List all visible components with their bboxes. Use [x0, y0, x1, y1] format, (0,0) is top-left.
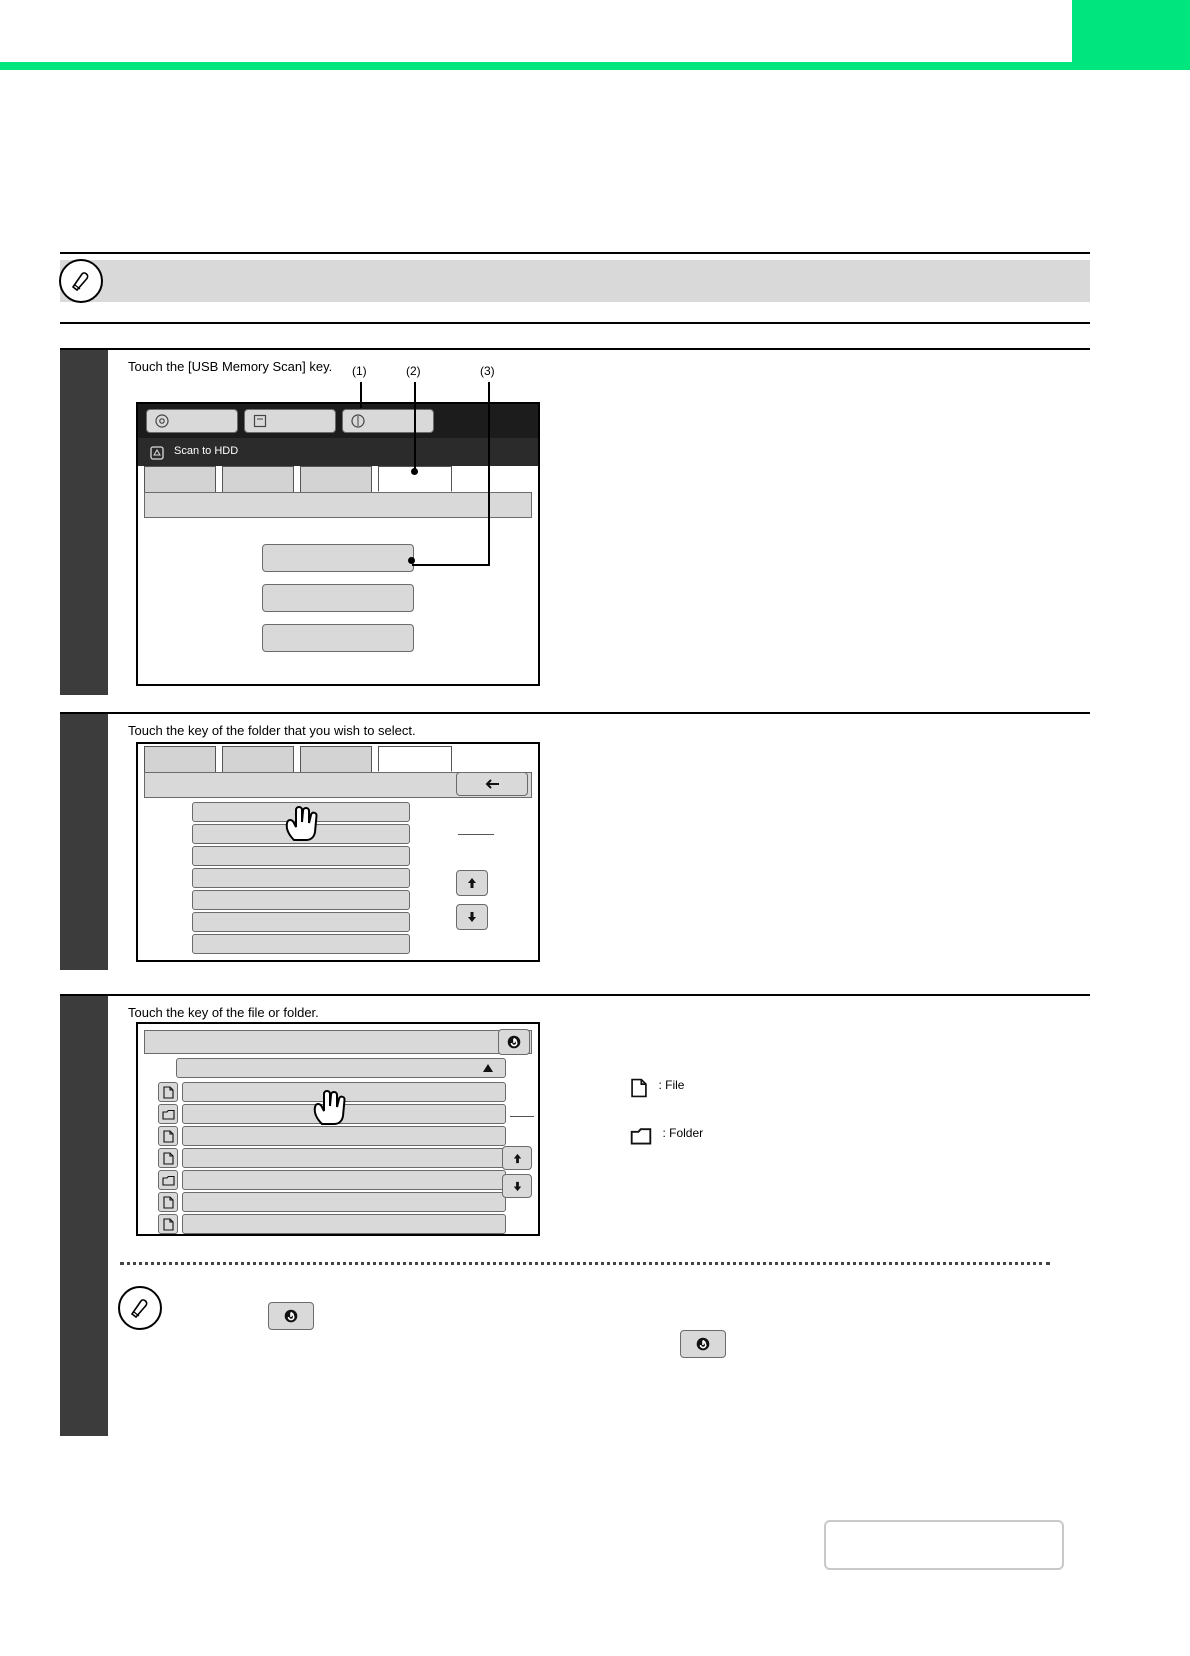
callout-3-label: (3) [480, 364, 495, 378]
address-entry-strip[interactable] [144, 492, 532, 518]
table-row-label[interactable] [182, 1192, 506, 1212]
page-number-box [824, 1520, 1064, 1570]
step2-tab-scan[interactable] [144, 746, 216, 772]
touch-hand-icon [282, 802, 324, 842]
scroll-up-icon[interactable] [456, 870, 488, 896]
tab-pc-scan[interactable] [456, 466, 532, 492]
scan-to-ftp-button[interactable] [262, 624, 414, 652]
legend-file-label: : File [658, 1078, 685, 1092]
step2-tab-fax[interactable] [300, 746, 372, 772]
step-1-rule [60, 348, 1090, 350]
file-icon [158, 1126, 178, 1146]
callout-3-leader-h [412, 564, 490, 566]
back-arrow-icon[interactable] [456, 772, 528, 796]
file-icon [158, 1082, 178, 1102]
list-item[interactable] [192, 890, 410, 910]
step3-path-strip[interactable] [176, 1058, 506, 1078]
tab-scan[interactable] [144, 466, 216, 492]
step3-header-strip [144, 1030, 532, 1054]
callout-3-dot [408, 557, 415, 564]
step2-tab-internet-fax[interactable] [378, 746, 452, 772]
callout-2-label: (2) [406, 364, 421, 378]
condition-settings-icon [252, 413, 268, 429]
usb-memory-scan-button[interactable] [262, 544, 414, 572]
step-2-bar [60, 714, 108, 970]
list-item[interactable] [192, 934, 410, 954]
move-up-level-key[interactable] [268, 1302, 314, 1330]
table-row[interactable] [158, 1170, 506, 1190]
section-separator [120, 1262, 1050, 1265]
table-row-label[interactable] [182, 1126, 506, 1146]
note-pencil-icon [118, 1286, 162, 1330]
panel-title-label: Scan to HDD [174, 445, 239, 457]
file-icon [630, 1078, 648, 1098]
top-note-box [60, 252, 1090, 324]
step2-tab-usb-mem-scan[interactable] [222, 746, 294, 772]
step-3-rule [60, 994, 1090, 996]
note-pencil-icon [59, 259, 103, 303]
folder-icon [630, 1126, 652, 1146]
table-row[interactable] [158, 1126, 506, 1146]
file-icon [158, 1192, 178, 1212]
header-rule [0, 62, 1190, 70]
tab-usb-mem-scan[interactable] [222, 466, 294, 492]
callout-2-dot [411, 468, 418, 475]
table-row-label[interactable] [182, 1214, 506, 1234]
chevron-up-icon [482, 1062, 494, 1074]
step-3-bar [60, 996, 108, 1436]
scroll-down-icon[interactable] [456, 904, 488, 930]
legend-folder-label: : Folder [662, 1126, 704, 1140]
scroll-up-icon[interactable] [502, 1146, 532, 1170]
header-accent-block [1072, 0, 1190, 62]
table-row-label[interactable] [182, 1170, 506, 1190]
step-3-panel [136, 1022, 540, 1236]
step-2-text: Touch the key of the folder that you wish to select. [128, 723, 416, 738]
bottom-note-line-3 [176, 1344, 1056, 1370]
step-2-panel [136, 742, 540, 962]
step3-page-indicator [510, 1116, 534, 1135]
scroll-down-icon[interactable] [502, 1174, 532, 1198]
step-1-text: Touch the [USB Memory Scan] key. [128, 359, 333, 374]
table-row[interactable] [158, 1214, 506, 1234]
scan-to-hdd-button[interactable] [262, 584, 414, 612]
list-item[interactable] [192, 868, 410, 888]
legend-folder [630, 1126, 703, 1151]
send-settings-icon [350, 413, 366, 429]
folder-icon [158, 1170, 178, 1190]
step-1-bar [60, 350, 108, 695]
table-row-label[interactable] [182, 1148, 506, 1168]
folder-icon [158, 1104, 178, 1124]
callout-3-leader-v [488, 382, 490, 566]
step2-tab-pc-scan[interactable] [456, 746, 532, 772]
list-item[interactable] [192, 912, 410, 932]
return-icon[interactable] [498, 1029, 530, 1055]
table-row[interactable] [158, 1148, 506, 1168]
file-icon [158, 1214, 178, 1234]
page-indicator [458, 834, 494, 853]
tab-fax[interactable] [300, 466, 372, 492]
step-3-text: Touch the key of the file or folder. [128, 1005, 319, 1020]
return-to-top-key[interactable] [680, 1330, 726, 1358]
touch-hand-icon [310, 1086, 352, 1126]
callout-2-leader [414, 382, 416, 472]
mode-icon [148, 444, 166, 462]
step-1-panel [136, 402, 540, 686]
top-note-inner [60, 260, 1090, 302]
table-row[interactable] [158, 1192, 506, 1212]
list-item[interactable] [192, 846, 410, 866]
callout-1-label: (1) [352, 364, 367, 378]
legend-file [630, 1078, 684, 1103]
file-icon [158, 1148, 178, 1168]
address-book-icon [154, 413, 170, 429]
callout-1-leader [360, 382, 362, 408]
step-2-rule [60, 712, 1090, 714]
